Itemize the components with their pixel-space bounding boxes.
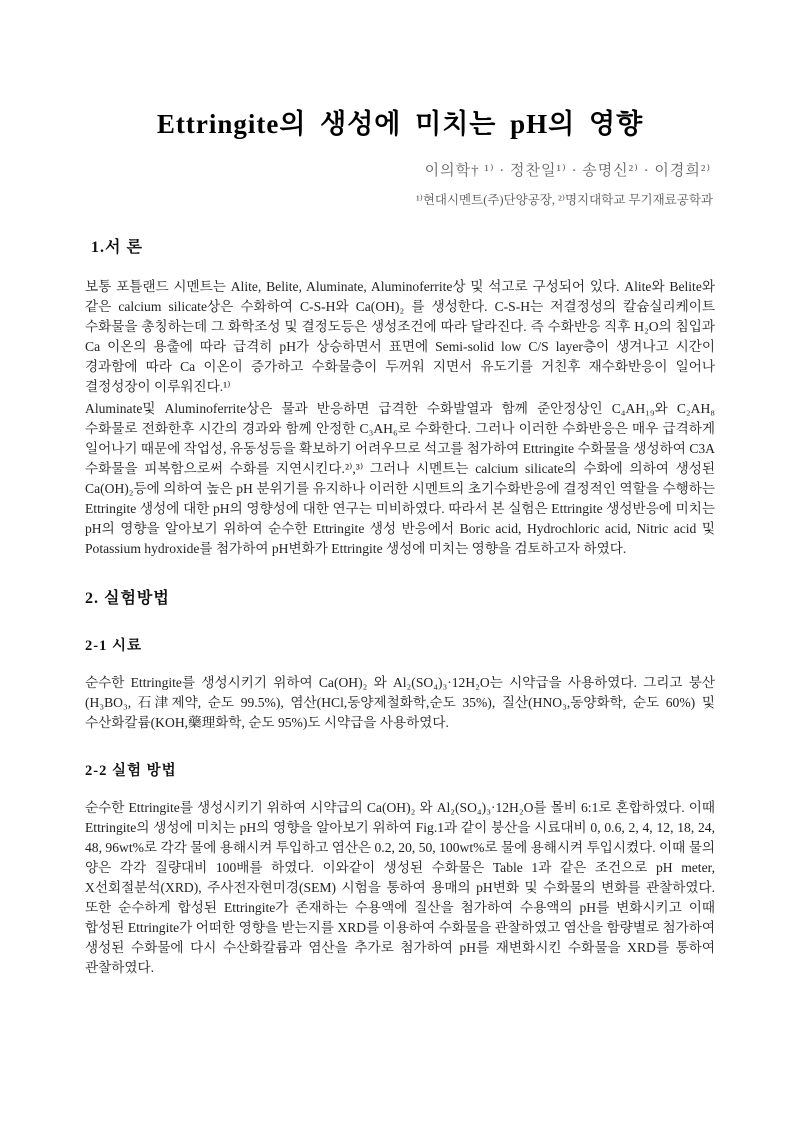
section-heading-method: 2. 실험방법 — [85, 590, 170, 607]
author-line: 이의학† ¹⁾ · 정찬일¹⁾ · 송명신²⁾ · 이경희²⁾ — [424, 163, 711, 179]
subsection-heading-materials: 2-1 시료 — [85, 638, 142, 654]
subsection-heading-procedure: 2-2 실험 방법 — [85, 763, 177, 779]
paper-content — [85, 102, 715, 978]
paper-title: Ettringite의 생성에 미치는 pH의 영향 — [156, 109, 644, 139]
intro-paragraph-2: Aluminate및 Aluminoferrite상은 물과 반응하면 급격한 수화발열과 함께 준안정상인 C₄AH₁₉와 C₂AH₈ 수화물로 전화한후 시간의 경과와 함께 안정한 C₃AH₆로 수화한다. 그러나 이러한 수화반응은 매우 급격하게 일어나기 때문에 작업성, 유동성등을 확보하기 어려우므로 석고를 첨가하여 Ettringite 수화물을 생성하여 C3A 수화물을 피복함으로써 수화를 지연시킨다.²⁾,³⁾ 그러나 시멘트는 calcium silicate의 수화에 의하여 생성된 Ca(OH)₂등에 의하여 높은 pH 분위기를 유지하나 이러한 시멘트의 초기수화반응에 결정적인 역할을 수행하는 Ettringite 생성에 대한 pH의 영향성에 대한 연구는 미비하였다. 따라서 본 실험은 Ettringite 생성반응에 미치는 pH의 영향을 알아보기 위하여 순수한 Ettringite 생성 반응에서 Boric acid, Hydrochloric acid, Nitric acid 및 Potassium hydroxide를 첨가하여 pH변화가 Ettringite 생성에 미치는 영향을 검토하고자 하였다. — [85, 401, 715, 556]
intro-paragraph-1: 보통 포틀랜드 시멘트는 Alite, Belite, Aluminate, Aluminoferrite상 및 석고로 구성되어 있다. Alite와 Belite와 같은 calcium silicate상은 수화하여 C-S-H와 Ca(OH)₂ 를 생성한다. C-S-H는 저결정성의 칼슘실리케이트 수화물을 총칭하는데 그 화학조성 및 결정도등은 생성조건에 따라 달라진다. 즉 수화반응 직후 H₂O의 침입과 Ca 이온의 용출에 따라 급격히 pH가 상승하면서 표면에 Semi-solid low C/S layer층이 생겨나고 시간이 경과함에 따라 Ca 이온이 증가하고 수화물층이 두꺼워 지면서 유도기를 거친후 재수화반응이 일어나 결정성장이 이루워진다.¹⁾ — [85, 279, 715, 394]
materials-paragraph: 순수한 Ettringite를 생성시키기 위하여 Ca(OH)₂ 와 Al₂(SO₄)₃·12H₂O는 시약급을 사용하였다. 그리고 붕산(H₃BO₃, 石津제약, 순도 99.5%), 염산(HCl,동양제철화학,순도 35%), 질산(HNO₃,동양화학, 순도 60%) 및 수산화칼륨(KOH,藥理화학, 순도 95%)도 시약급을 사용하였다. — [85, 675, 715, 730]
procedure-paragraph: 순수한 Ettringite를 생성시키기 위하여 시약급의 Ca(OH)₂ 와 Al₂(SO₄)₃·12H₂O를 몰비 6:1로 혼합하였다. 이때 Ettringite의 생성에 미치는 pH의 영향을 알아보기 위하여 Fig.1과 같이 붕산을 시료대비 0, 0.6, 2, 4, 12, 18, 24, 48, 96wt%로 각각 물에 용해시켜 투입하고 염산은 0.2, 20, 50, 100wt%로 물에 용해시켜 투입시켰다. 이때 물의 양은 각각 질량대비 100배를 하였다. 이와같이 생성된 수화물은 Table 1과 같은 조건으로 pH meter, X선회절분석(XRD), 주사전자현미경(SEM) 시험을 통하여 용매의 pH변화 및 수화물의 변화를 관찰하였다. 또한 순수하게 합성된 Ettringite가 존재하는 수용액에 질산을 첨가하여 수용액의 pH를 변화시키고 이때 합성된 Ettringite가 어떠한 영향을 받는지를 XRD를 이용하여 수화물을 관찰하였고 염산을 함량별로 첨가하여 생성된 수화물에 다시 수산화칼륨과 염산을 추가로 첨가하여 pH를 재변화시킨 수화물을 XRD를 통하여 관찰하였다. — [85, 800, 715, 975]
section-heading-introduction: 1.서 론 — [91, 239, 143, 256]
affiliation-line: ¹⁾현대시멘트(주)단양공장, ²⁾명지대학교 무기재료공학과 — [416, 193, 713, 207]
